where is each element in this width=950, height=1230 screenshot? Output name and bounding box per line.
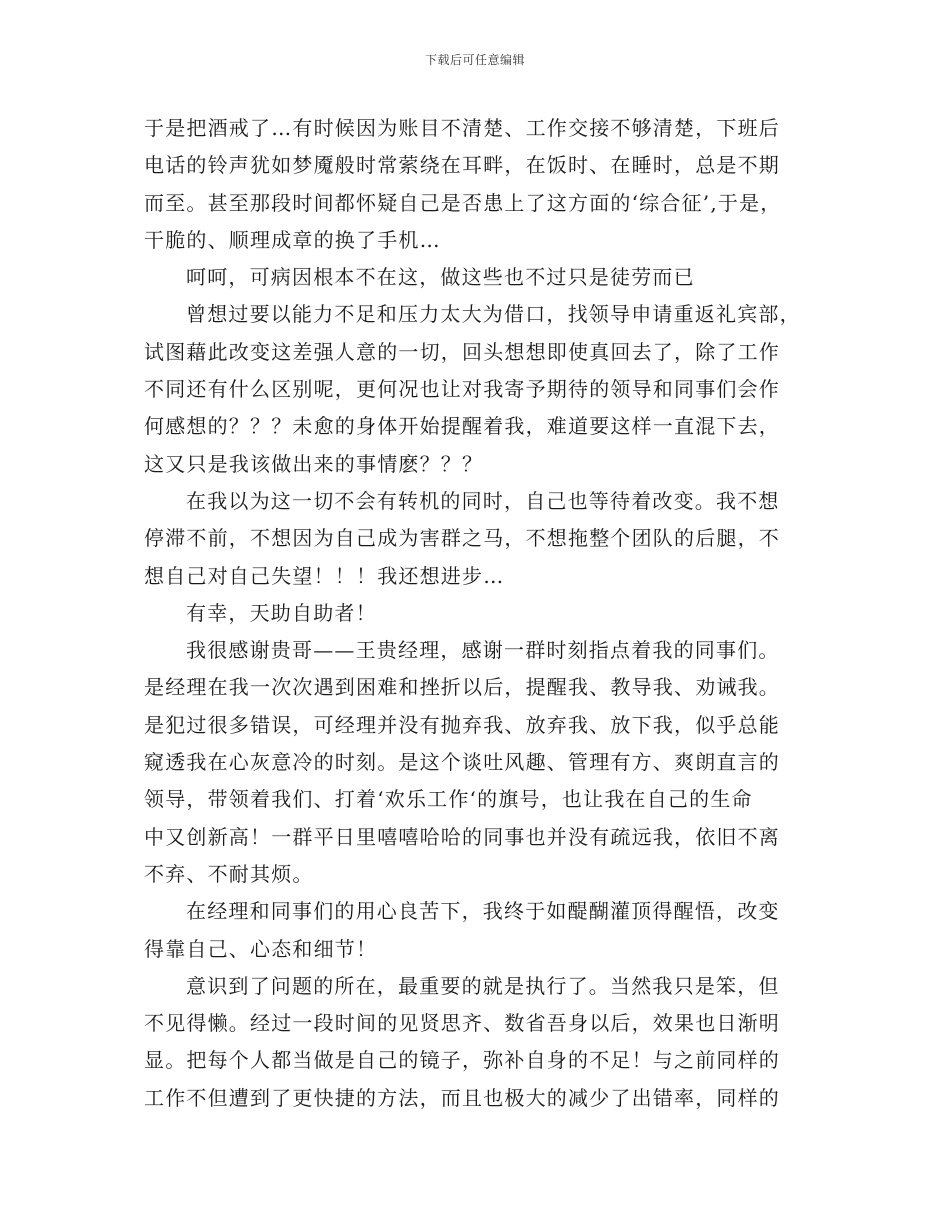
text-line: 窥透我在心灰意冷的时刻。是这个谈吐风趣、管理有方、爽朗直言的 (144, 750, 780, 775)
text-line: 停滞不前，不想因为自己成为害群之马，不想拖整个团队的后腿，不 (144, 526, 780, 551)
text-line: 是犯过很多错误，可经理并没有抛弃我、放弃我、放下我，似乎总能 (144, 712, 780, 737)
text-line: 电话的铃声犹如梦魇般时常萦绕在耳畔，在饭时、在睡时，总是不期 (144, 153, 780, 178)
page-header: 下载后可任意编辑 (424, 53, 525, 67)
text-line: 工作不但遭到了更快捷的方法，而且也极大的减少了出错率，同样的 (144, 1085, 780, 1110)
text-line: 得靠自己、心态和细节！ (144, 936, 378, 961)
text-line: 试图藉此改变这差强人意的一切，回头想想即使真回去了，除了工作 (144, 339, 780, 364)
text-line: 呵呵，可病因根本不在这，做这些也不过只是徒劳而已 (186, 265, 695, 290)
text-line: 是经理在我一次次遇到困难和挫折以后，提醒我、教导我、劝诫我。 (144, 675, 780, 700)
text-line: 干脆的、顺理成章的换了手机… (144, 227, 441, 252)
text-line: 不弃、不耐其烦。 (144, 861, 314, 886)
text-line: 曾想过要以能力不足和压力太大为借口，找领导申请重返礼宾部， (186, 302, 801, 327)
text-line: 于是把酒戒了…有时候因为账目不清楚、工作交接不够清楚，下班后 (144, 116, 780, 140)
text-line: 想自己对自己失望！！！我还想进步… (144, 563, 505, 588)
text-line: 我很感谢贵哥——王贵经理，感谢一群时刻指点着我的同事们。 (186, 638, 780, 663)
text-line: 而至。甚至那段时间都怀疑自己是否患上了这方面的‘综合征’,于是， (144, 190, 782, 215)
text-line: 不见得懒。经过一段时间的见贤思齐、数省吾身以后，效果也日渐明 (144, 1011, 780, 1036)
text-line: 不同还有什么区别呢，更何况也让对我寄予期待的领导和同事们会作 (144, 377, 780, 402)
text-line: 意识到了问题的所在，最重要的就是执行了。当然我只是笨，但 (186, 973, 780, 998)
text-line: 领导，带领着我们、打着‘欢乐工作‘的旗号，也让我在自己的生命 (144, 787, 753, 812)
text-line: 在我以为这一切不会有转机的同时，自己也等待着改变。我不想 (186, 488, 780, 513)
text-line: 中又创新高！一群平日里嘻嘻哈哈的同事也并没有疏远我，依旧不离 (144, 824, 780, 849)
document-body (144, 110, 816, 1117)
text-line: 何感想的？？？未愈的身体开始提醒着我，难道要这样一直混下去， (144, 414, 780, 439)
text-line: 在经理和同事们的用心良苦下，我终于如醍醐灌顶得醒悟，改变 (186, 899, 780, 924)
text-line: 这又只是我该做出来的事情麽？？？ (144, 451, 484, 476)
text-line: 显。把每个人都当做是自己的镜子，弥补自身的不足！与之前同样的 (144, 1048, 780, 1073)
text-line: 有幸，天助自助者！ (186, 600, 377, 625)
